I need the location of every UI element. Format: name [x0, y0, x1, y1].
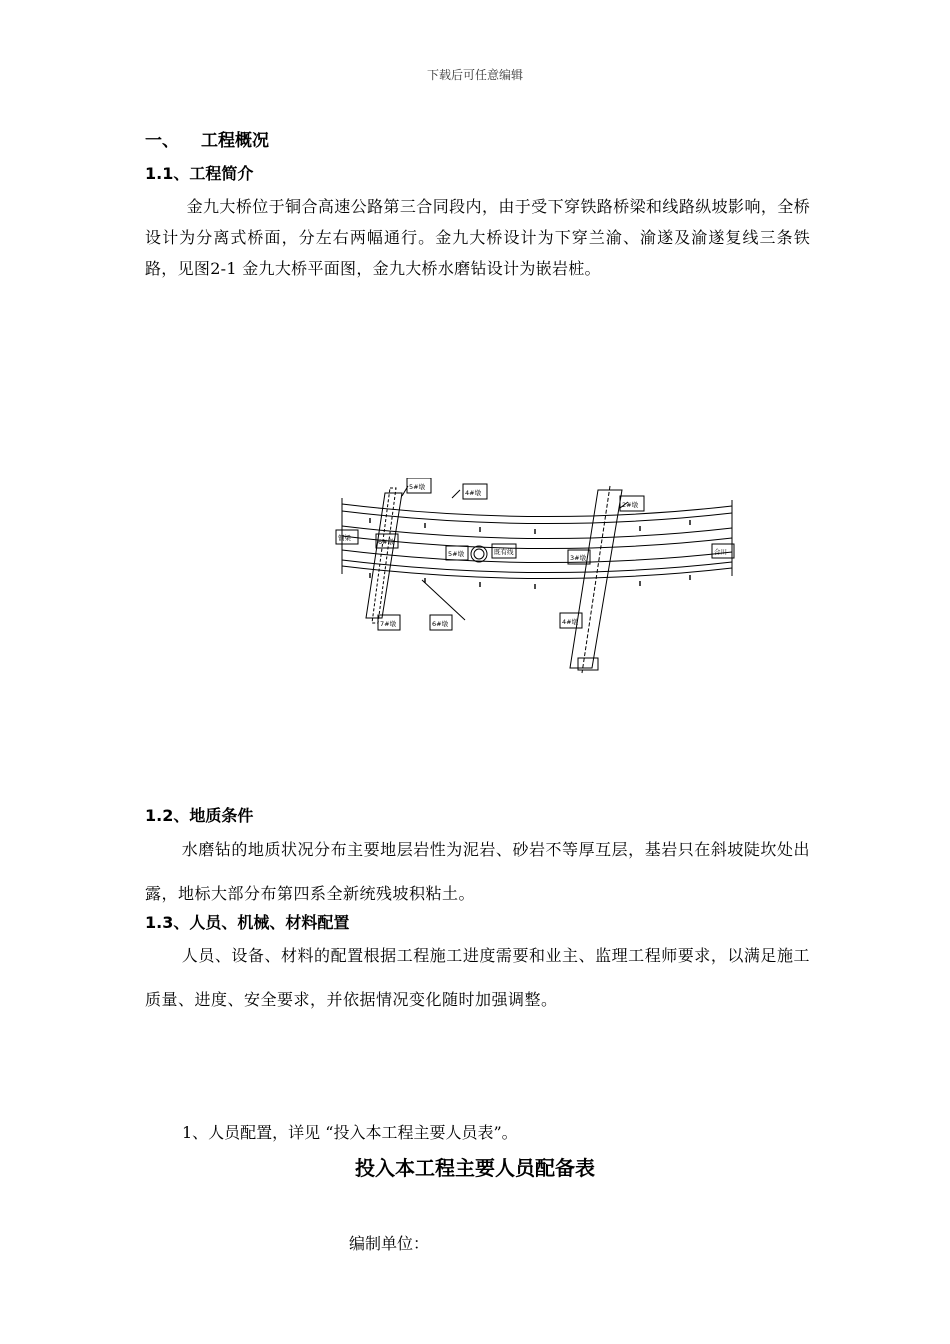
section-heading — [145, 126, 269, 151]
figure-label: 铜梁 — [338, 534, 351, 542]
figure-label: 既有线 — [494, 548, 514, 556]
figure-label: 5#墩 — [409, 483, 426, 491]
bridge-plan-figure — [330, 478, 740, 678]
figure-label: 2#墩 — [622, 501, 639, 509]
table-title: 投入本工程主要人员配备表 — [355, 1156, 595, 1180]
unit-label: 编制单位： — [349, 1234, 430, 1253]
figure-label: 6#墩 — [432, 620, 449, 628]
paragraph-overview: 金九大桥位于铜合高速公路第三合同段内，由于受下穿铁路桥梁和线路纵坡影响，全桥设计为分离式桥面，分左右两幅通行。金九大桥设计为下穿兰渝、渝遂及渝遂复线三条铁路，见图2-1 金九大桥平面图，金九大桥水磨钻设计为嵌岩桩。 — [145, 197, 810, 278]
figure-label: 合川 — [714, 548, 727, 556]
figure-label: 3#墩 — [570, 554, 587, 562]
figure-label: 4#墩 — [562, 618, 579, 626]
subsection-heading-1-2: 1.2、地质条件 — [145, 806, 254, 825]
list-item-staffing: 1、人员配置，详见 “投入本工程主要人员表”。 — [182, 1123, 518, 1142]
figure-label: 5#墩 — [448, 550, 465, 558]
paragraph-geology: 水磨钻的地质状况分布主要地层岩性为泥岩、砂岩不等厚互层，基岩只在斜坡陡坎处出露，地标大部分布第四系全新统残坡积粘土。 — [145, 840, 810, 903]
figure-label: 6#墩 — [378, 538, 395, 546]
paragraph-resources: 人员、设备、材料的配置根据工程施工进度需要和业主、监理工程师要求，以满足施工质量、进度、安全要求，并依据情况变化随时加强调整。 — [145, 946, 810, 1009]
figure-label: 4#墩 — [465, 489, 482, 497]
section-title: 工程概况 — [201, 131, 269, 151]
subsection-heading-1-3: 1.3、人员、机械、材料配置 — [145, 913, 350, 932]
subsection-heading-1-1: 1.1、工程简介 — [145, 164, 254, 183]
figure-label: 7#墩 — [380, 620, 397, 628]
section-number: 一、 — [145, 131, 179, 151]
header-note: 下载后可任意编辑 — [426, 68, 523, 82]
